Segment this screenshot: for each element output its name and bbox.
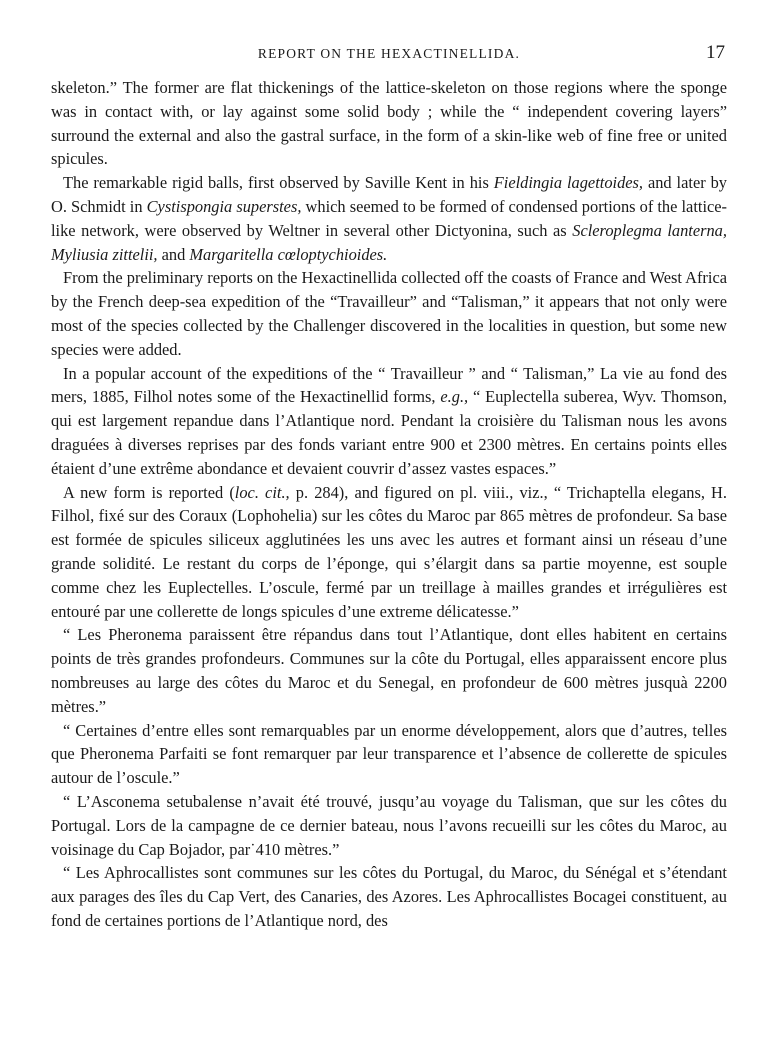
paragraph [51, 266, 727, 361]
italic-text: Margaritella cœloptychioides. [189, 244, 388, 264]
text-run: and [157, 244, 190, 264]
italic-text: e.g., [440, 387, 469, 407]
text-run: In a popular account of the expeditions of the “ Travailleur ” and “ Talisman,” La vie au fond des mers, 1885, Filhol notes some of the Hexactinellid forms, [51, 363, 727, 407]
text-run: “ Certaines d’entre elles sont remarquables par un enorme développement, alors que d’autres, telles que Pheronema Parfaiti se font remarquer par leur transparence et l’absence de collerette de spicules autour de l’oscule.” [51, 720, 727, 788]
text-run: A new form is reported ( [63, 482, 235, 502]
italic-text: Fieldingia lagettoides, [493, 173, 644, 193]
text-run: p. 284), and figured on pl. viii., viz., “ Trichaptella elegans, H. Filhol, fixé sur des Coraux (Lophohelia) sur les côtes du Maroc par 865 mètres de profondeur. Sa base est formée de spicules siliceux agglutinées les uns avec les autres et formant ainsi un réseau d’une grande solidité. Le restant du corps de l’éponge, qui s’élargit dans sa partie moyenne, est souple comme chez les Euplectelles. L’oscule, fermé par un treillage à mailles grandes et irrégulières est entouré par une collerette de longs spicules d’une extreme délicatesse.” [51, 482, 727, 621]
paragraph [51, 861, 727, 932]
document-page [51, 40, 727, 933]
paragraph [51, 790, 727, 861]
text-run: which seemed to be formed of condensed portions of the lattice-like network, were observed by Weltner in several other Dictyonina, such as [51, 196, 728, 240]
italic-text: loc. cit., [234, 482, 290, 502]
running-title: REPORT ON THE HEXACTINELLIDA. [257, 46, 521, 61]
paragraph [51, 481, 727, 624]
text-run: skeleton.” The former are flat thickenings of the lattice-skeleton on those regions where the sponge was in contact with, or lay against some solid body ; while the “ independent covering layers” surround the external and also the gastral surface, in the form of a skin-like web of fine free or united spicules. [51, 78, 727, 169]
italic-text: Scleroplegma lanterna, Myliusia zittelii, [51, 220, 727, 264]
paragraph [51, 76, 727, 171]
text-run: From the preliminary reports on the Hexactinellida collected off the coasts of France and West Africa by the French deep-sea expedition of the “Travailleur” and “Talisman,” it appears that not only were most of the species collected by the Challenger discovered in the localities in question, but some new species were added. [51, 268, 727, 359]
text-run: “ Les Pheronema paraissent être répandus dans tout l’Atlantique, dont elles habitent en certains points de très grandes profondeurs. Communes sur la côte du Portugal, elles apparaissent encore plus nombreuses au large des côtes du Maroc et du Senegal, en profondeur de 600 mètres jusquà 2200 mètres.” [51, 625, 727, 716]
paragraph [51, 719, 727, 790]
page-number: 17 [706, 42, 725, 63]
paragraph [51, 362, 727, 481]
text-run: The remarkable rigid balls, first observed by Saville Kent in his [63, 173, 494, 193]
paragraph [51, 171, 727, 266]
body-text [51, 76, 727, 933]
text-run: “ Les Aphrocallistes sont communes sur les côtes du Portugal, du Maroc, du Sénégal et s’étendant aux parages des îles du Cap Vert, des Canaries, des Azores. Les Aphrocallistes Bocagei constituent, au fond de certaines portions de l’Atlantique nord, des [51, 863, 727, 930]
italic-text: Cystispongia superstes, [146, 196, 302, 216]
text-run: “ L’Asconema setubalense n’avait été trouvé, jusqu’au voyage du Talisman, que sur les côtes du Portugal. Lors de la campagne de ce dernier bateau, nous l’avons recueilli sur les côtes du Maroc, au voisinage du Cap Bojador, par˙410 mètres.” [51, 791, 727, 859]
text-run: “ Euplectella suberea, Wyv. Thomson, qui est largement repandue dans l’Atlantique nord. Pendant la croisière du Talisman nous les avons draguées à diverses reprises par des fonds variant entre 900 et 2300 mètres. En certains points elles étaient d’une extrême abondance et devaient couvrir d’assez vastes espaces.” [51, 387, 728, 478]
text-run: and later by O. Schmidt in [51, 173, 728, 216]
paragraph [51, 623, 727, 718]
running-head [51, 40, 727, 70]
